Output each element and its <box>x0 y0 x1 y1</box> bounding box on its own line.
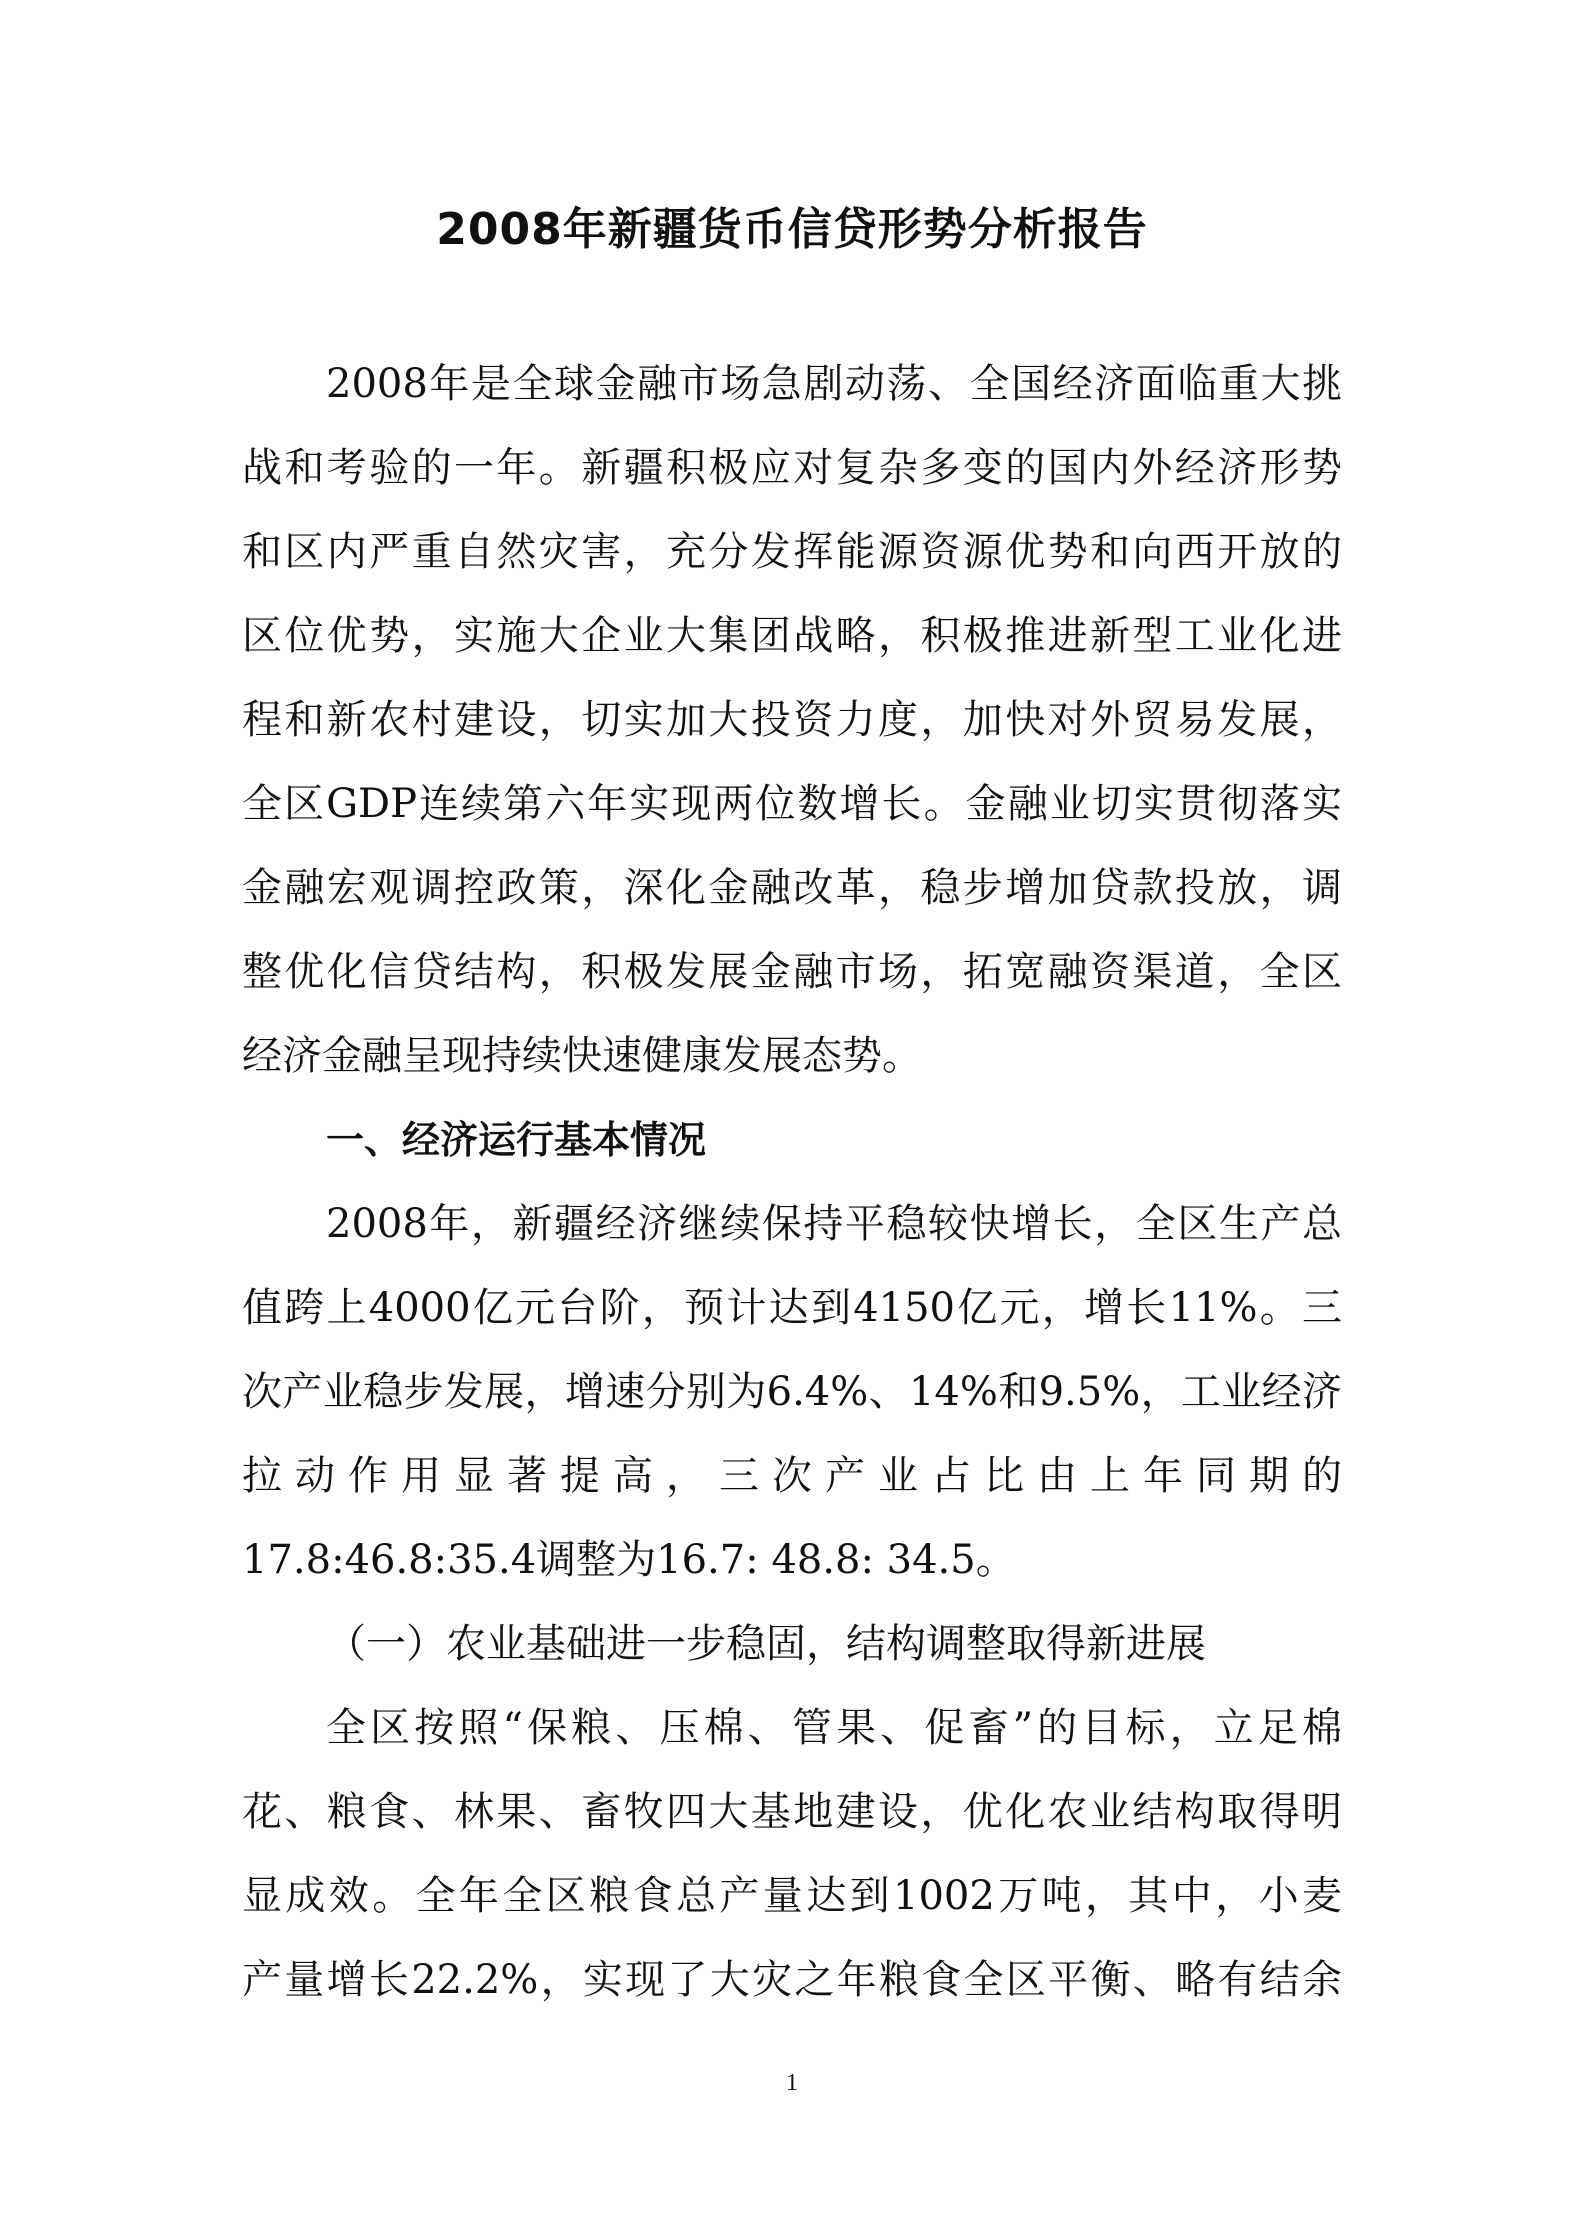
paragraph-line: 全区GDP连续第六年实现两位数增长。金融业切实贯彻落实 <box>242 781 1342 827</box>
paragraph-line: 程和新农村建设，切实加大投资力度，加快对外贸易发展， <box>242 697 1342 743</box>
paragraph-line: 全区按照“保粮、压棉、管果、促畜”的目标，立足棉 <box>326 1705 1342 1751</box>
paragraph-line: 显成效。全年全区粮食总产量达到1002万吨，其中，小麦 <box>242 1873 1342 1919</box>
paragraph-line: 17.8:46.8:35.4调整为16.7: 48.8: 34.5。 <box>242 1537 1016 1583</box>
paragraph-line: 2008年是全球金融市场急剧动荡、全国经济面临重大挑 <box>326 361 1342 407</box>
paragraph-line: 战和考验的一年。新疆积极应对复杂多变的国内外经济形势 <box>242 445 1342 491</box>
paragraph-line: 值跨上4000亿元台阶，预计达到4150亿元，增长11%。三 <box>242 1285 1342 1331</box>
page-number: 1 <box>786 2070 798 2096</box>
paragraph-line: 整优化信贷结构，积极发展金融市场，拓宽融资渠道，全区 <box>242 949 1342 995</box>
paragraph-line: 金融宏观调控政策，深化金融改革，稳步增加贷款投放，调 <box>242 865 1342 911</box>
paragraph-line: 经济金融呈现持续快速健康发展态势。 <box>242 1033 922 1079</box>
paragraph-line: 区位优势，实施大企业大集团战略，积极推进新型工业化进 <box>242 613 1342 659</box>
paragraph-line: 拉动作用显著提高，三次产业占比由上年同期的 <box>242 1453 1342 1499</box>
document-title: 2008年新疆货币信贷形势分析报告 <box>436 204 1148 255</box>
paragraph-line: 2008年，新疆经济继续保持平稳较快增长，全区生产总 <box>326 1201 1342 1247</box>
section-heading: 一、经济运行基本情况 <box>326 1118 707 1162</box>
subsection-heading: （一）农业基础进一步稳固，结构调整取得新进展 <box>326 1621 1206 1667</box>
paragraph-line: 和区内严重自然灾害，充分发挥能源资源优势和向西开放的 <box>242 529 1342 575</box>
paragraph-line: 花、粮食、林果、畜牧四大基地建设，优化农业结构取得明 <box>242 1789 1342 1835</box>
paragraph-line: 次产业稳步发展，增速分别为6.4%、14%和9.5%，工业经济 <box>242 1369 1342 1415</box>
paragraph-line: 产量增长22.2%，实现了大灾之年粮食全区平衡、略有结余 <box>242 1957 1342 2003</box>
